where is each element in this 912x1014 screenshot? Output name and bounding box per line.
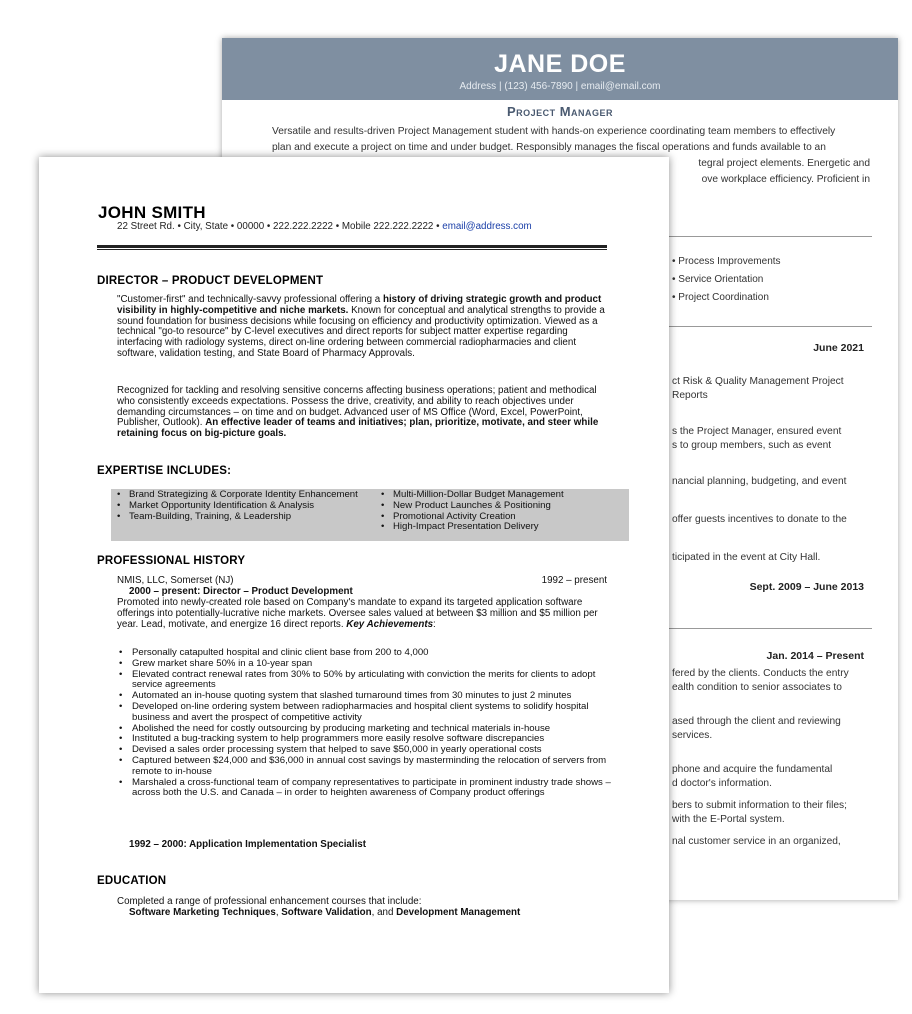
back-date: Sept. 2009 – June 2013 <box>749 581 864 593</box>
achievement-item: • Automated an in-house quoting system that slashed turnaround times from 30 minutes to just 2 minutes <box>117 691 622 702</box>
expertise-item: • Multi-Million-Dollar Budget Management <box>381 490 626 501</box>
course: Development Management <box>396 907 521 918</box>
email-link[interactable]: email@address.com <box>442 221 532 232</box>
position-title-2: 1992 – 2000: Application Implementation Specialist <box>129 839 367 850</box>
front-resume-page <box>39 157 669 993</box>
back-name: JANE DOE <box>494 50 626 78</box>
header-rule-thin <box>97 249 607 250</box>
achievement-item: • Elevated contract renewal rates from 30% to 50% by articulating with conviction the merits for clients to adopt service agreements <box>117 670 622 692</box>
back-fragment: phone and acquire the fundamental <box>672 764 833 775</box>
back-fragment: ealth condition to senior associates to <box>672 682 842 693</box>
achievement-item: • Captured between $24,000 and $36,000 in annual cost savings by masterminding the relocation of servers from remote to in-house <box>117 756 622 778</box>
expertise-item: • Promotional Activity Creation <box>381 512 626 523</box>
back-summary-line: Versatile and results-driven Project Management student with hands-on experience coordinating team members to effectively <box>272 126 836 137</box>
back-fragment: nancial planning, budgeting, and event <box>672 476 847 487</box>
position-text: Promoted into newly-created role based on Company's mandate to expand its targeted application software offerings into potentially-lucrative niche markets. Oversee sales valued at between $3 million and $5 million per year. Lead, motivate, and energize 16 direct reports. <box>117 597 598 630</box>
skill-item: • Service Orientation <box>672 271 781 289</box>
punctuation: : <box>433 618 436 630</box>
conjunction: , and <box>371 907 397 918</box>
course: Software Validation <box>281 907 372 918</box>
back-role-title: Project Manager <box>506 104 614 119</box>
summary-emphasis: history of driving strategic growth and product visibility in highly-competitive and niche markets. <box>117 294 602 316</box>
key-achievements-label: Key Achievements <box>346 618 434 630</box>
front-name: JOHN SMITH <box>98 203 206 222</box>
back-summary-line: ove workplace efficiency. Proficient in <box>701 174 870 185</box>
contact-details: 22 Street Rd. • City, State • 00000 • 222.222.2222 • Mobile 222.222.2222 • <box>117 221 443 232</box>
position-description <box>117 598 612 630</box>
achievement-item: • Marshaled a cross-functional team of company representatives to participate in prominent industry trade shows – across both the U.S. and Canada – in order to heighten awareness of Company product offerings <box>117 778 622 800</box>
back-date: Jan. 2014 – Present <box>766 650 864 662</box>
back-fragment: s to group members, such as event <box>672 440 832 451</box>
summary-text: Recognized for tackling and resolving sensitive concerns affecting business operations; patient and methodical who consistently exceeds expectations. Possess the drive, creativity, and ability to reach objectives under demanding circumstances – on time and on budget. Advanced user of MS Office (Word, Excel, PowerPoint, Publisher, Outlook). <box>117 385 597 429</box>
education-courses <box>129 908 624 919</box>
summary-emphasis: An effective leader of teams and initiatives; plan, prioritize, motivate, and steer while retaining focus on big-picture goals. <box>117 417 599 440</box>
back-fragment: ticipated in the event at City Hall. <box>672 552 821 563</box>
expertise-box <box>111 489 629 541</box>
expertise-item: • Team-Building, Training, & Leadership <box>117 512 367 523</box>
summary-paragraph-2 <box>117 386 612 440</box>
achievement-item: • Grew market share 50% in a 10-year span <box>117 659 622 670</box>
expertise-heading: EXPERTISE INCLUDES: <box>97 465 232 477</box>
expertise-item: • High-Impact Presentation Delivery <box>381 522 626 533</box>
achievements-list <box>117 648 622 799</box>
back-fragment: services. <box>672 730 713 741</box>
summary-text: "Customer-first" and technically-savvy professional offering a <box>117 294 383 305</box>
expertise-item: • Market Opportunity Identification & Analysis <box>117 501 367 512</box>
summary-text: Known for conceptual and analytical strengths to provide a sound foundation for business decisions while focusing on efficiency and productivity optimization. Viewed as a technical "go-to resource" by C-level executives and direct reports for subject matter expertise regarding interfacing with radiology systems, direct on-line ordering between commercial radiopharmacies and client software, validation testing, and State Board of Pharmacy Approvals. <box>117 304 605 359</box>
education-intro: Completed a range of professional enhancement courses that include: <box>117 896 422 907</box>
section-divider <box>652 326 872 327</box>
expertise-item: • New Product Launches & Positioning <box>381 501 626 512</box>
back-contact: Address | (123) 456-7890 | email@email.com <box>459 81 661 92</box>
education-heading: EDUCATION <box>97 875 167 887</box>
back-summary-line: plan and execute a project on time and under budget. Responsibly manages the fiscal operations and funds available to an <box>272 142 826 153</box>
expertise-list-left <box>117 490 367 522</box>
expertise-list-right <box>381 490 626 533</box>
punctuation: , <box>275 907 282 918</box>
company-name: NMIS, LLC, Somerset (NJ) <box>117 575 234 586</box>
expertise-item: • Brand Strategizing & Corporate Identity Enhancement <box>117 490 367 501</box>
back-fragment: nal customer service in an organized, <box>672 836 841 847</box>
skill-item: • Project Coordination <box>672 289 781 307</box>
achievement-item: • Personally catapulted hospital and clinic client base from 200 to 4,000 <box>117 648 622 659</box>
skill-item: • Process Improvements <box>672 253 781 271</box>
back-skills-list <box>672 253 781 307</box>
back-fragment: ased through the client and reviewing <box>672 716 841 727</box>
course: Software Marketing Techniques <box>129 907 276 918</box>
company-dates: 1992 – present <box>541 575 607 586</box>
summary-paragraph-1 <box>117 295 612 360</box>
history-heading: PROFESSIONAL HISTORY <box>97 555 246 567</box>
achievement-item: • Abolished the need for costly outsourcing by producing marketing and technical materials in-house <box>117 724 622 735</box>
header-rule <box>97 245 607 248</box>
achievement-item: • Developed on-line ordering system between radiopharmacies and hospital client systems to solidify hospital business and avert the prospect of competitive activity <box>117 702 622 724</box>
back-fragment: with the E-Portal system. <box>672 814 785 825</box>
section-divider <box>652 236 872 237</box>
achievement-item: • Devised a sales order processing system that helped to save $50,000 in yearly operational costs <box>117 745 622 756</box>
back-summary-line: tegral project elements. Energetic and <box>698 158 870 169</box>
back-fragment: offer guests incentives to donate to the <box>672 514 847 525</box>
back-fragment: d doctor's information. <box>672 778 772 789</box>
back-fragment: s the Project Manager, ensured event <box>672 426 842 437</box>
headline: DIRECTOR – PRODUCT DEVELOPMENT <box>97 275 324 287</box>
back-fragment: ct Risk & Quality Management Project <box>672 376 844 387</box>
front-contact <box>117 221 532 232</box>
achievement-item: • Instituted a bug-tracking system to help programmers more easily resolve software discrepancies <box>117 734 622 745</box>
back-fragment: bers to submit information to their files; <box>672 800 847 811</box>
back-date: June 2021 <box>813 342 864 354</box>
position-title: 2000 – present: Director – Product Development <box>129 586 353 597</box>
back-fragment: Reports <box>672 390 708 401</box>
back-fragment: fered by the clients. Conducts the entry <box>672 668 849 679</box>
section-divider <box>652 628 872 629</box>
